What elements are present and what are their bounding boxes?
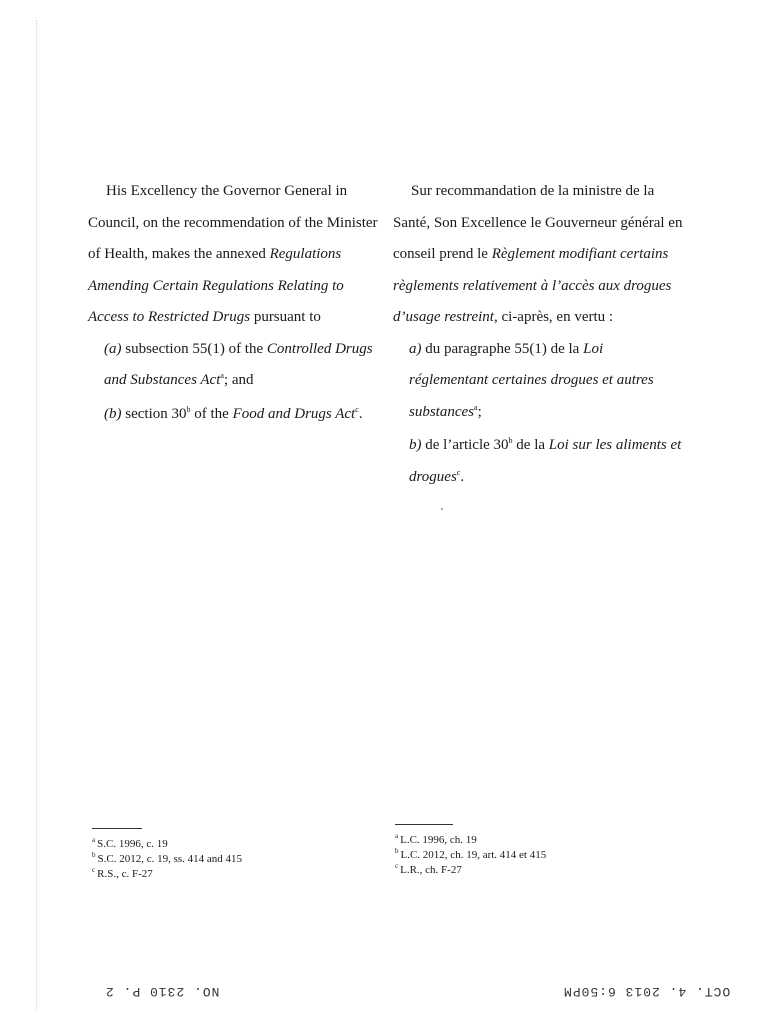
footnote-mark: b bbox=[92, 851, 96, 860]
scan-margin-line bbox=[36, 20, 37, 1010]
scan-speck bbox=[441, 508, 443, 510]
english-item-b-label: (b) bbox=[104, 405, 122, 422]
footnote-mark: a bbox=[395, 832, 399, 841]
footnote-text: L.C. 1996, ch. 19 bbox=[400, 834, 477, 846]
english-item-b-mid: of the bbox=[190, 405, 233, 422]
english-item-a-footnote-ref: a bbox=[220, 371, 224, 380]
footnote bbox=[92, 867, 242, 882]
footnote-text: L.C. 2012, ch. 19, art. 414 et 415 bbox=[400, 849, 547, 861]
footnote-mark: c bbox=[92, 866, 96, 875]
english-item-b-text: section 30 bbox=[125, 405, 187, 422]
french-intro-a: Sur recommandation de la ministre de la Santé, Son Excellence le Gouverneur général en conseil prend le bbox=[393, 183, 683, 262]
english-item-b-tail: . bbox=[358, 405, 363, 422]
french-item-b-tail: . bbox=[460, 468, 465, 485]
footnote-text: S.C. 1996, c. 19 bbox=[97, 838, 168, 850]
english-item-b-footnote-ref: c bbox=[355, 404, 359, 414]
french-item-b-mid: de la bbox=[512, 437, 549, 453]
footnote bbox=[395, 863, 546, 878]
english-item-b-act: Food and Drugs Act bbox=[232, 405, 356, 422]
french-footnotes bbox=[395, 824, 546, 878]
english-column bbox=[88, 176, 386, 430]
english-regulation-title: Regulations Amending Certain Regulations Relating to Access to Restricted Drugs bbox=[88, 246, 344, 325]
english-item-b bbox=[88, 399, 386, 431]
english-intro-a: His Excellency the Governor General in Council, on the recommendation of the Minister of Health, makes the annexed bbox=[88, 183, 378, 262]
footnote bbox=[92, 852, 242, 867]
english-recital bbox=[88, 176, 386, 334]
footnote-text: S.C. 2012, c. 19, ss. 414 and 415 bbox=[97, 853, 243, 865]
french-item-a-tail: ; bbox=[477, 403, 482, 420]
footnote bbox=[395, 833, 546, 848]
english-item-a-act: Controlled Drugs and Substances Act bbox=[104, 340, 373, 388]
footnote-mark: c bbox=[395, 862, 399, 871]
french-intro-b: , ci-après, en vertu : bbox=[493, 309, 614, 325]
footnote-rule bbox=[92, 828, 142, 829]
french-regulation-title: Règlement modifiant certains règlements relativement à l’accès aux drogues d’usage restreint bbox=[393, 246, 672, 325]
french-recital bbox=[393, 176, 683, 334]
footnote bbox=[395, 848, 546, 863]
footnote-mark: a bbox=[92, 836, 96, 845]
footnote-text: R.S., c. F-27 bbox=[97, 868, 153, 880]
english-item-a-text: subsection 55(1) of the bbox=[125, 340, 267, 357]
english-item-a bbox=[88, 334, 386, 397]
fax-timestamp: OCT. 4. 2013 6:50PM bbox=[563, 984, 731, 999]
english-item-a-label: (a) bbox=[104, 340, 122, 357]
fax-page-number: NO. 2310 P. 2 bbox=[105, 984, 220, 999]
french-item-a-label: a) bbox=[409, 340, 422, 357]
footnote-rule bbox=[395, 824, 453, 825]
footnote-mark: b bbox=[395, 847, 399, 856]
french-item-a bbox=[393, 334, 683, 429]
french-item-a-text: du paragraphe 55(1) de la bbox=[425, 340, 584, 357]
french-item-a-footnote-ref: a bbox=[474, 402, 478, 412]
english-item-b-mid-ref: b bbox=[186, 404, 191, 414]
french-item-b-label: b) bbox=[409, 437, 422, 453]
english-intro-b: pursuant to bbox=[250, 309, 321, 325]
english-footnotes bbox=[92, 828, 242, 882]
french-item-b-act: Loi sur les aliments et drogues bbox=[409, 437, 682, 485]
french-item-a-act: Loi réglementant certaines drogues et autres substances bbox=[409, 340, 654, 420]
french-item-b bbox=[393, 430, 683, 493]
footnote-text: L.R., ch. F-27 bbox=[400, 864, 462, 876]
french-column bbox=[393, 176, 683, 493]
english-item-a-tail: ; and bbox=[223, 372, 254, 388]
footnote bbox=[92, 837, 242, 852]
french-item-b-text: de l’article 30 bbox=[425, 437, 509, 453]
french-item-b-mid-ref: b bbox=[508, 436, 513, 445]
french-item-b-footnote-ref: c bbox=[456, 467, 461, 477]
